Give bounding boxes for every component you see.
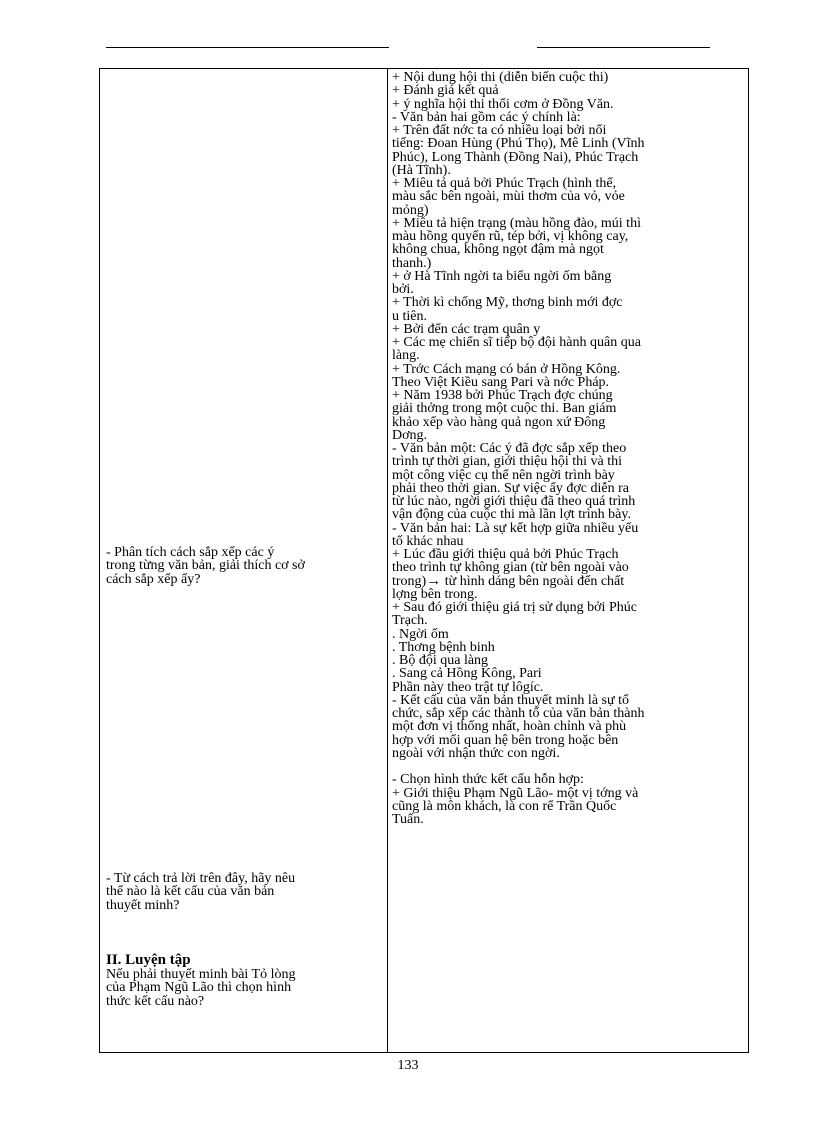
text-line: lợng bên trong.: [392, 587, 478, 601]
text-line: màu hồng quyến rũ, tép bởi, vị không cay,: [392, 230, 629, 244]
text-line: Nếu phải thuyết minh bài Tỏ lòng: [106, 968, 296, 982]
text-line: - Kết cấu của văn bản thuyết minh là sự tổ: [392, 693, 629, 707]
text-line: khảo xếp vào hàng quả ngon xứ Đông: [392, 415, 606, 429]
text-line: thanh.): [392, 256, 432, 270]
text-line: thế nào là kết cấu của văn bản: [106, 885, 275, 899]
text-line: cũng là môn khách, là con rể Trần Quốc: [392, 799, 617, 813]
text-line: một công việc cụ thể nên ngời trình bày: [392, 468, 615, 482]
question-practice: [106, 968, 382, 1008]
text-line: + Năm 1938 bởi Phúc Trạch đợc chúng: [392, 389, 613, 403]
header-rule-left: [106, 47, 389, 48]
text-line: + Sau đó giới thiệu giá trị sử dụng bởi Phúc: [392, 601, 637, 615]
section-practice: [106, 952, 382, 968]
text-line: Tuấn.: [392, 813, 424, 827]
section-title: II. Luyện tập: [106, 952, 191, 968]
text-line: tố khác nhau: [392, 534, 464, 548]
text-line: . Bộ đội qua làng: [392, 654, 489, 668]
text-segment: từ hình dáng bên ngoài đến chất: [441, 574, 625, 588]
text-line: hợp với mối quan hệ bên trong hoặc bên: [392, 733, 619, 747]
text-segment: trong): [392, 574, 427, 588]
text-line: Dơng.: [392, 428, 428, 442]
text-line: - Từ cách trả lời trên đây, hãy nêu: [106, 872, 296, 886]
content-table: [99, 68, 749, 1053]
text-line: cách sắp xếp ấy?: [106, 572, 201, 586]
text-line: thuyết minh?: [106, 898, 180, 912]
text-line: một đơn vị thống nhất, hoàn chỉnh và phù: [392, 720, 627, 734]
text-line: trình tự thời gian, giới thiệu hội thi và thi: [392, 455, 623, 469]
text-line: - Chọn hình thức kết cấu hỗn hợp:: [392, 773, 584, 787]
header-rule-right: [537, 47, 710, 48]
text-line: + ở Hà Tĩnh ngời ta biếu ngời ốm bằng: [392, 269, 612, 283]
text-line: bởi.: [392, 283, 414, 297]
text-line: - Văn bản một: Các ý đã đợc sắp xếp theo: [392, 442, 627, 456]
right-column: [392, 71, 742, 826]
text-line: phải theo thời gian. Sự việc ấy đợc diễn ra: [392, 481, 629, 495]
text-line: u tiên.: [392, 309, 427, 323]
text-line: + Miêu tả hiện trạng (màu hồng đào, múi thì: [392, 216, 641, 230]
arrow-text-line: [392, 575, 742, 588]
text-line: tiếng: Đoan Hùng (Phú Thọ), Mê Linh (Vĩnh: [392, 137, 645, 151]
text-line: màu sắc bên ngoài, mùi thơm của vỏ, vỏe: [392, 190, 625, 204]
text-line: không chua, không ngọt đậm mà ngọt: [392, 243, 604, 257]
text-line: + Trớc Cách mạng có bán ở Hồng Kông.: [392, 362, 621, 376]
text-line: theo trình tự không gian (từ bên ngoài vào: [392, 561, 629, 575]
right-arrow-icon: →: [426, 574, 442, 588]
question-arrangement: [106, 546, 382, 586]
text-line: chức, sắp xếp các thành tố của văn bản thành: [392, 707, 645, 721]
text-line: mỏng): [392, 203, 429, 217]
text-line: Trạch.: [392, 614, 428, 628]
text-line: Theo Việt Kiều sang Pari và nớc Pháp.: [392, 375, 610, 389]
text-line: + Đánh giá kết quả: [392, 84, 499, 98]
text-line: trong từng văn bản, giải thích cơ sở: [106, 559, 305, 573]
text-line: + Bởi đến các trạm quân y: [392, 322, 541, 336]
text-line: từ lúc nào, ngời giới thiệu đã theo quá trình: [392, 495, 636, 509]
text-line: + Các mẹ chiến sĩ tiếp bộ đội hành quân qua: [392, 336, 641, 350]
text-line: - Văn bản hai gồm các ý chính là:: [392, 110, 581, 124]
text-line: . Ngời ốm: [392, 627, 449, 641]
text-line: + Thời kì chống Mỹ, thơng binh mới đợc: [392, 296, 623, 310]
text-line: Phần này theo trật tự lôgíc.: [392, 680, 544, 694]
text-line: + Miêu tả quả bởi Phúc Trạch (hình thể,: [392, 177, 617, 191]
text-line: + Nội dung hội thi (diễn biến cuộc thi): [392, 71, 609, 85]
text-line: [392, 760, 742, 773]
text-line: thức kết cấu nào?: [106, 994, 205, 1008]
text-line: . Sang cả Hồng Kông, Pari: [392, 667, 542, 681]
text-line: + Trên đất nớc ta có nhiều loại bởi nổi: [392, 124, 607, 138]
text-line: làng.: [392, 349, 420, 363]
text-line: - Văn bản hai: Là sự kết hợp giữa nhiều yếu: [392, 521, 639, 535]
text-line: + Giới thiệu Phạm Ngũ Lão- một vị tớng và: [392, 786, 639, 800]
text-line: + ý nghĩa hội thi thổi cơm ở Đồng Văn.: [392, 97, 614, 111]
text-line: (Hà Tĩnh).: [392, 163, 451, 177]
text-line: của Phạm Ngũ Lão thì chọn hình: [106, 981, 292, 995]
text-line: + Lúc đầu giới thiệu quả bởi Phúc Trạch: [392, 548, 619, 562]
text-line: ngoài với nhận thức con ngời.: [392, 746, 560, 760]
column-divider: [387, 69, 388, 1052]
question-structure: [106, 872, 382, 912]
text-line: vận động của cuộc thi mà lần lợt trình bày.: [392, 508, 631, 522]
text-line: Phúc), Long Thành (Đồng Nai), Phúc Trạch: [392, 150, 639, 164]
text-line: giải thởng trong một cuộc thi. Ban giám: [392, 402, 617, 416]
page-number: 133: [397, 1058, 419, 1073]
text-line: . Thơng bệnh binh: [392, 640, 495, 654]
text-line: - Phân tích cách sắp xếp các ý: [106, 546, 275, 560]
